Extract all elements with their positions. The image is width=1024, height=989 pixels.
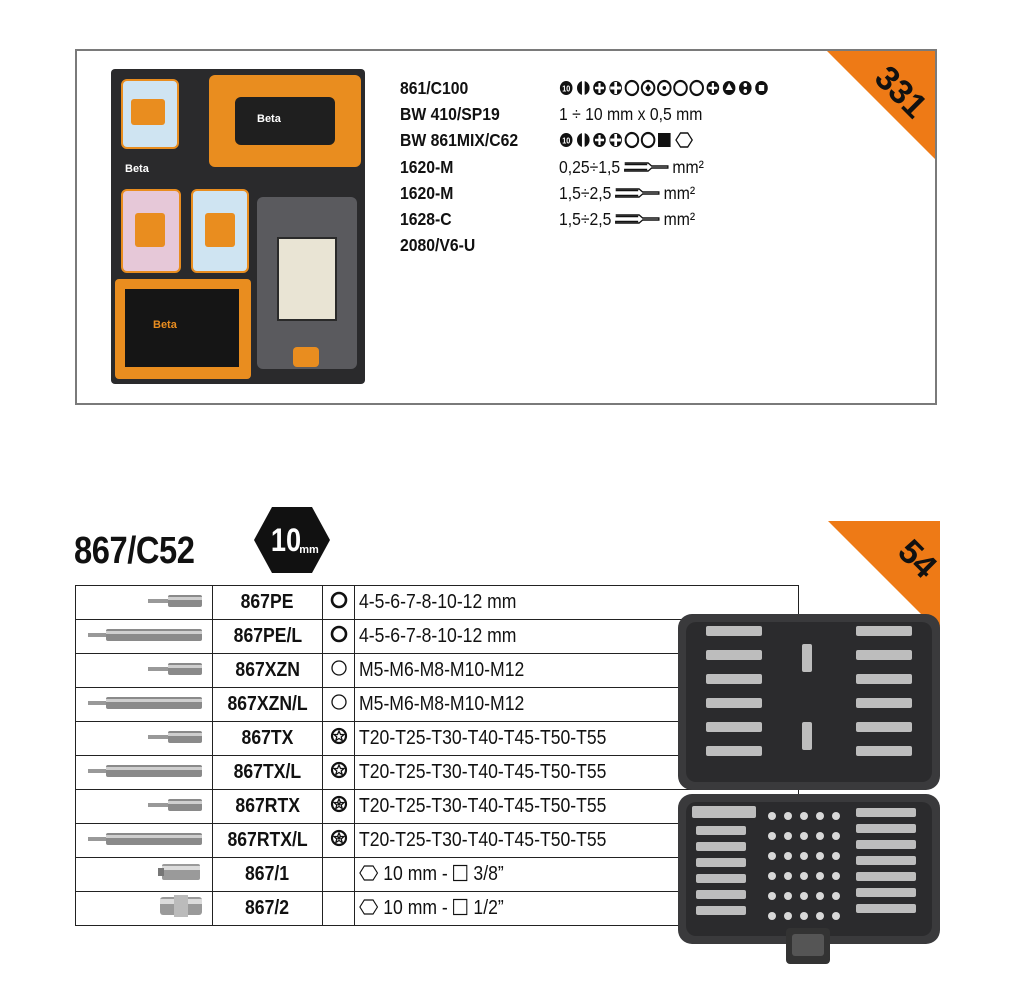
square-size-text: 3/8”	[473, 863, 504, 885]
bit-code: 867PE/L	[233, 625, 302, 647]
bit-box	[121, 79, 179, 149]
short-bit-icon	[146, 798, 206, 812]
svg-text:10: 10	[562, 136, 571, 147]
brand-logo: Beta	[153, 319, 177, 331]
orange-case	[209, 75, 361, 167]
terminal-icon	[614, 187, 661, 199]
item-code: 861/C100	[400, 78, 469, 98]
item-count: 331	[867, 58, 935, 126]
item-code: BW 861MIX/C62	[400, 130, 519, 151]
bit-code: 867/1	[245, 863, 290, 885]
sizes-text: T20-T25-T30-T40-T45-T50-T55	[359, 727, 607, 749]
badge-unit: mm	[299, 544, 319, 556]
screwdriver-tips-icon	[559, 79, 775, 97]
terminal-icon	[614, 213, 661, 225]
item-code: 1628-C	[400, 209, 452, 230]
crimp-range-text: 1,5÷2,5	[559, 182, 612, 203]
code-list	[400, 75, 518, 258]
brand-logo: Beta	[257, 113, 281, 125]
item-count: 54	[890, 532, 945, 586]
hex-icon	[330, 625, 348, 643]
item-code: 1620-M	[400, 182, 454, 203]
short-bit-icon	[146, 730, 206, 744]
crimp-range	[559, 206, 775, 232]
crimp-range	[559, 180, 775, 206]
crimp-range-text: 1,5÷2,5	[559, 208, 612, 229]
bit-code: 867RTX	[235, 795, 300, 817]
hexagon-icon	[359, 864, 378, 882]
torx-icon	[330, 727, 348, 745]
long-bit-icon	[86, 696, 206, 710]
item-code: 2080/V6-U	[400, 235, 476, 256]
unit-text: mm²	[672, 156, 704, 177]
sizes-text: M5-M6-M8-M10-M12	[359, 693, 525, 715]
short-bit-icon	[146, 594, 206, 608]
xzn-icon	[330, 693, 348, 711]
unit-text: mm²	[663, 182, 696, 203]
bit-tip-icons	[559, 127, 775, 153]
adapter-icon	[156, 894, 206, 918]
spec-text: 1 ÷ 10 mm x 0,5 mm	[559, 104, 703, 125]
tamper-torx-icon	[330, 795, 348, 813]
sizes-text: 4-5-6-7-8-10-12 mm	[359, 625, 517, 647]
adapter-icon	[156, 861, 206, 883]
crimp-range	[559, 154, 775, 180]
spec-list	[559, 75, 775, 232]
hexagon-icon	[359, 898, 378, 916]
square-size-text: 1/2”	[473, 897, 504, 919]
screwdriver-tips-icon	[559, 131, 712, 149]
hex-size-text: 10 mm -	[383, 897, 448, 919]
set-title: 867/C52	[74, 530, 195, 572]
brand-logo: Beta	[125, 163, 149, 175]
sizes-text: 4-5-6-7-8-10-12 mm	[359, 591, 517, 613]
xzn-icon	[330, 659, 348, 677]
item-code: 1620-M	[400, 156, 454, 177]
sizes-text: T20-T25-T30-T40-T45-T50-T55	[359, 829, 607, 851]
bit-box	[191, 189, 249, 273]
short-bit-icon	[146, 662, 206, 676]
bit-tip-icons	[559, 75, 775, 101]
badge-value: 10	[270, 522, 302, 559]
bit-code: 867XZN/L	[227, 693, 308, 715]
bit-case-image	[676, 610, 944, 972]
svg-text:10: 10	[562, 84, 571, 94]
crimp-range-text: 0,25÷1,5	[559, 156, 621, 177]
bit-code: 867TX/L	[233, 761, 302, 783]
item-code: BW 410/SP19	[400, 104, 500, 125]
adapter-size	[359, 897, 504, 920]
size-badge-icon	[252, 505, 332, 575]
long-bit-icon	[86, 628, 206, 642]
tamper-torx-icon	[330, 829, 348, 847]
bit-code: 867PE	[241, 591, 294, 613]
long-bit-icon	[86, 764, 206, 778]
orange-wallet	[115, 279, 251, 379]
long-bit-icon	[86, 832, 206, 846]
torx-icon	[330, 761, 348, 779]
sizes-text: T20-T25-T30-T40-T45-T50-T55	[359, 795, 607, 817]
terminal-icon	[623, 161, 670, 173]
sizes-text: T20-T25-T30-T40-T45-T50-T55	[359, 761, 607, 783]
bit-box	[121, 189, 181, 273]
foam-tray-image	[111, 69, 365, 384]
tool-tray-panel	[75, 49, 937, 405]
hex-icon	[330, 591, 348, 609]
driver-case	[257, 197, 357, 369]
bit-code: 867TX	[241, 727, 294, 749]
square-drive-icon	[453, 864, 469, 882]
bit-code: 867XZN	[235, 659, 300, 681]
bit-code: 867RTX/L	[227, 829, 308, 851]
square-drive-icon	[453, 898, 469, 916]
adapter-size	[359, 863, 504, 886]
hex-size-text: 10 mm -	[383, 863, 448, 885]
bit-code: 867/2	[245, 897, 290, 919]
unit-text: mm²	[663, 208, 696, 229]
sizes-text: M5-M6-M8-M10-M12	[359, 659, 525, 681]
